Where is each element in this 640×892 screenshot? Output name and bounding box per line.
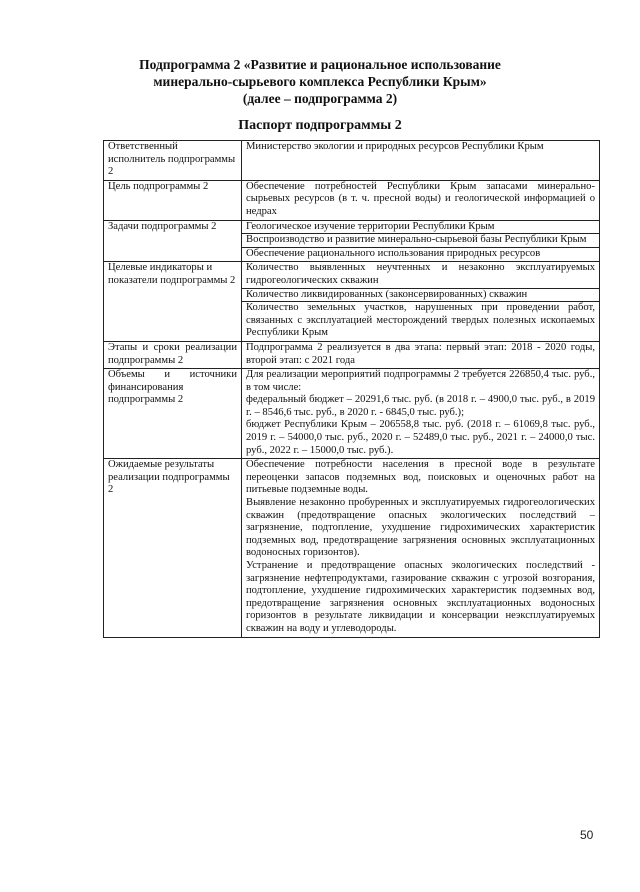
- row-label: Задачи подпрограммы 2: [104, 220, 242, 262]
- row-content: [242, 141, 600, 181]
- passport-title: Паспорт подпрограммы 2: [238, 118, 402, 133]
- row-label: Ожидаемые результаты реализации подпрограммы 2: [104, 459, 242, 637]
- content-item: Геологическое изучение территории Республики Крым: [246, 220, 495, 232]
- row-content: [242, 341, 600, 368]
- content-item: Воспроизводство и развитие минерально-сырьевой базы Республики Крым: [242, 233, 599, 247]
- heading-line-2: минерально-сырьевого комплекса Республики Крым»: [153, 74, 487, 89]
- content-item: Количество выявленных неучтенных и незаконно эксплуатируемых гидрогеологических скважин: [246, 262, 595, 286]
- row-content: [242, 180, 600, 220]
- content-item: Обеспечение потребностей Республики Крым запасами минерально-сырьевых ресурсов (в т. ч. пресной воды) и геологической информацией о недрах: [246, 180, 595, 217]
- table-row: [104, 341, 600, 368]
- heading-line-1: Подпрограмма 2 «Развитие и рациональное использование: [139, 57, 501, 72]
- row-content: [242, 369, 600, 459]
- page-number: 50: [580, 828, 594, 842]
- table-row: [104, 141, 600, 181]
- content-item: Количество ликвидированных (законсервированных) скважин: [242, 288, 599, 302]
- content-paragraph: бюджет Республики Крым – 206558,8 тыс. руб. (2018 г. – 61069,8 тыс. руб., 2019 г. – 54000,0 тыс. руб., 2020 г. – 52489,0 тыс. руб., 2021 г. – 24000,0 тыс. руб., 2022 г. – 15000,0 тыс. руб.).: [246, 419, 595, 456]
- content-paragraph: Устранение и предотвращение опасных экологических последствий - загрязнение нефтепродуктами, газирование скважин с угрозой возгорания, подтопление, ухудшение гидрохимических характеристик подземных вод, предотвращение загрязнения основных эксплуатационных водоносных горизонтов в результате ликвидации и консервации неэксплуатируемых скважин на воду и углеводороды.: [246, 560, 595, 634]
- row-content: [242, 262, 600, 342]
- heading-line-3: (далее – подпрограмма 2): [242, 91, 398, 106]
- row-label: Целевые индикаторы и показатели подпрограммы 2: [104, 262, 242, 342]
- content-paragraph: Для реализации мероприятий подпрограммы 2 требуется 226850,4 тыс. руб., в том числе:: [246, 369, 595, 393]
- content-item: Количество земельных участков, нарушенных при проведении работ, связанных с эксплуатацией месторождений твердых полезных ископаемых Республики Крым: [242, 301, 599, 340]
- row-content: [242, 459, 600, 637]
- row-content: [242, 220, 600, 262]
- content-paragraph: Обеспечение потребности населения в пресной воде в результате переоценки запасов подземных вод, поисковых и оценочных работ на питьевые подземные воды.: [246, 459, 595, 496]
- passport-table: [103, 140, 600, 638]
- row-label: Этапы и сроки реализации подпрограммы 2: [104, 341, 242, 368]
- content-paragraph: Выявление незаконно пробуренных и эксплуатируемых гидрогеологических скважин (предотвращение опасных экологических последствий – загрязнение, подтопление, ухудшение гидрохимических характеристик подземных вод, предотвращение загрязнения основных эксплуатационных водоносных горизонтов).: [246, 497, 595, 559]
- content-paragraph: федеральный бюджет – 20291,6 тыс. руб. (в 2018 г. – 4900,0 тыс. руб., в 2019 г. – 8546,6 тыс. руб., в 2020 г. - 6845,0 тыс. руб.);: [246, 394, 595, 418]
- table-row: [104, 180, 600, 220]
- content-item: Министерство экологии и природных ресурсов Республики Крым: [246, 141, 544, 152]
- row-label: Цель подпрограммы 2: [104, 180, 242, 220]
- row-label: Объемы и источники финансирования подпрограммы 2: [104, 369, 242, 459]
- table-row: [104, 262, 600, 342]
- table-row: [104, 369, 600, 459]
- table-row: [104, 459, 600, 637]
- table-row: [104, 220, 600, 262]
- row-label: Ответственный исполнитель подпрограммы 2: [104, 141, 242, 181]
- subprogram-heading: [0, 56, 640, 107]
- content-item: Обеспечение рационального использования природных ресурсов: [242, 247, 599, 261]
- content-item: Подпрограмма 2 реализуется в два этапа: первый этап: 2018 - 2020 годы, второй этап: с 2021 года: [246, 341, 595, 366]
